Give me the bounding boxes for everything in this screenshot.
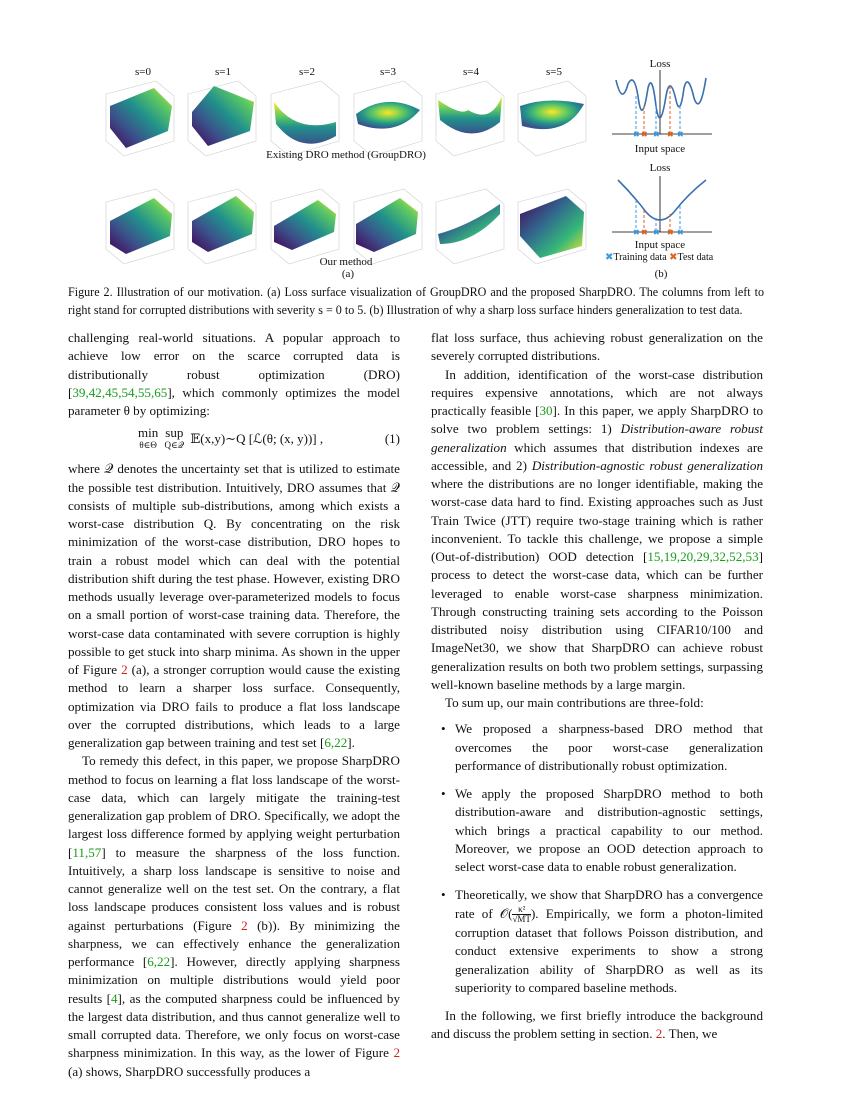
loss-label-top: Loss [649, 58, 671, 70]
row-label-groupdro: Existing DRO method (GroupDRO) [266, 149, 426, 161]
svg-text:✖: ✖ [633, 130, 640, 139]
surface-bottom-s0 [110, 198, 172, 254]
svg-text:✖: ✖ [653, 228, 660, 237]
citation-link[interactable]: 4 [111, 990, 118, 1006]
left-column [68, 329, 400, 1081]
severity-label-3: s=3 [380, 66, 396, 78]
legend [605, 252, 725, 263]
bullet-icon: • [441, 786, 446, 801]
loss-label-bottom: Loss [649, 162, 671, 174]
loss-surface-plots [96, 76, 606, 266]
left-paragraph-3: To remedy this defect, in this paper, we propose SharpDRO method to focus on learning a flat loss landscape of the worst-case data, which can largely mitigate the training-test generalization gap problem of DRO. Specifically, we adopt the largest loss difference formed by applying weight perturbation [11,57] to measure the sharpness of the loss function. Intuitively, a sharp loss landscape is sensitive to noise and cannot generalize well on the test set. On the contrary, a flat loss landscape produces consistent loss values and is robust against perturbations (Figure 2 (b)). By minimizing the sharpness, we can effectively enhance the generalization performance [6,22]. However, directly applying sharpness minimization on multiple distributions would yield poor results [4], as the computed sharpness could be influenced by the largest data distribution, and thus cannot generalize well to small corrupted data. Therefore, we only focus on worst-case sharpness minimization. In this way, as the lower of Figure 2 (a) shows, SharpDRO successfully produces a [68, 753, 400, 1079]
surface-bottom-s4 [438, 204, 500, 244]
citation-link[interactable]: 6,22 [147, 954, 171, 969]
contribution-list [431, 720, 763, 997]
figure-ref-link[interactable]: 2 [121, 662, 128, 677]
panel-a-label: (a) [341, 268, 355, 280]
surface-bottom-s5 [520, 196, 584, 258]
severity-label-4: s=4 [463, 66, 479, 78]
surface-top-s4 [438, 96, 502, 134]
input-space-label-top: Input space [634, 143, 686, 155]
input-space-label-bottom: Input space [634, 239, 686, 251]
svg-text:✖: ✖ [641, 130, 648, 139]
right-column [431, 329, 763, 1044]
citation-link[interactable]: 39,42,45,54,55,65 [72, 384, 168, 400]
left-paragraph-2: where 𝒬 denotes the uncertainty set that is utilized to estimate the possible test distribution. Intuitively, DRO assumes that 𝒬 consists of multiple sub-distributions, among which exists a worst-case distribution Q. By concentrating on the risk minimization of the worst-case distribution, DRO hopes to train a robust model which can deal with the potential distribution shift during the test phase. However, existing DRO methods usually leverage over-parameterized models to focus on a small portion of worst-case training data. Therefore, the worst-case data contaminated with severe corruption is highly possible to get stuck into sharp minima. As shown in the upper of Figure 2 (a), a stronger corruption would cause the existing method to learn a sharper loss surface. Consequently, optimization via DRO fails to produce a flat loss landscape over the corrupted distributions, which leads to a large generalization gap between training and test set [6,22]. [68, 461, 401, 750]
surface-top-s3 [356, 102, 420, 129]
severity-label-5: s=5 [546, 66, 562, 78]
surface-bottom-s2 [274, 200, 336, 250]
legend-test: Test data [677, 252, 714, 263]
figure-ref-link[interactable]: 2 [241, 917, 248, 933]
citation-link[interactable]: 30 [539, 403, 553, 418]
section-ref-link[interactable]: 2 [655, 1026, 663, 1042]
svg-text:✖: ✖ [641, 228, 648, 237]
right-paragraph-1: flat loss surface, thus achieving robust generalization on the severely corrupted distributions. [431, 330, 763, 364]
list-item: • We proposed a sharpness-based DRO method that overcomes the poor worst-case generalization performance of distributionally robust optimization. [441, 721, 763, 773]
bullet-icon: • [441, 721, 446, 737]
equation-1 [68, 422, 400, 456]
test-marker-icon: ✖ [669, 252, 678, 263]
surface-top-s0 [110, 88, 172, 148]
surface-top-s5 [520, 100, 584, 129]
training-marker-icon: ✖ [605, 252, 614, 263]
svg-text:✖: ✖ [653, 130, 660, 139]
left-paragraph-1: challenging real-world situations. A popular approach to achieve low error on the scarce corrupted data is distributionally robust optimization (DRO) [39,42,45,54,55,65], which commonly optimizes the model parameter θ by optimizing: [68, 330, 400, 418]
citation-link[interactable]: 6,22 [324, 735, 348, 750]
flat-loss-diagram [606, 172, 716, 242]
right-paragraph-4: In the following, we first briefly introduce the background and discuss the problem setting in section. 2. Then, we [431, 1008, 763, 1042]
right-paragraph-3: To sum up, our main contributions are three-fold: [445, 695, 704, 710]
svg-text:✖: ✖ [677, 130, 684, 139]
list-item: • Theoretically, we show that SharpDRO has a convergence rate of 𝒪( $\frac{\text{κ²}}{√MT}$ ). Empirically, we form a photon-limited corruption dataset that follows Poisson distribution, and conduct extensive experiments to show a strong generalization ability of SharpDRO as well as its superiority to compared baseline methods. [441, 887, 763, 995]
citation-link[interactable]: 11,57 [72, 844, 102, 860]
severity-label-0: s=0 [135, 66, 151, 78]
row-label-our-method: Our method [319, 256, 373, 268]
figure-ref-link[interactable]: 2 [393, 1045, 400, 1061]
svg-text:✖: ✖ [633, 228, 640, 237]
severity-label-1: s=1 [215, 66, 231, 78]
equation-number: (1) [384, 431, 400, 447]
sharp-loss-diagram [606, 66, 716, 146]
surface-bottom-s1 [192, 196, 254, 252]
legend-training: Training data [613, 252, 667, 263]
equation-body: min θ∈Θ sup Q∈𝒬 𝔼(x,y)∼Q [ℒ(θ; (x, y))] , [138, 425, 324, 451]
figure-caption: Figure 2. Illustration of our motivation. (a) Loss surface visualization of GroupDRO and the proposed SharpDRO. The columns from left to right stand for corrupted distributions with severity s = 0 to 5. (b) Illustration of why a sharp loss surface hinders generalization to test data. [68, 285, 764, 317]
surface-top-s1 [192, 86, 254, 146]
surface-top-s2 [274, 102, 336, 144]
svg-text:✖: ✖ [677, 228, 684, 237]
bullet-icon: • [441, 887, 446, 903]
severity-label-2: s=2 [299, 66, 315, 78]
panel-b-label: (b) [654, 268, 668, 280]
surface-bottom-s3 [356, 198, 418, 252]
citation-link[interactable]: 15,19,20,29,32,52,53 [647, 549, 759, 564]
svg-text:✖: ✖ [667, 130, 674, 139]
list-item: • We apply the proposed SharpDRO method to both distribution-aware and distribution-agnostic settings, which brings a practical capability to our method. Moreover, we propose an OOD detection approach to select worst-case data to enable robust generalization. [441, 786, 763, 874]
right-paragraph-2: In addition, identification of the worst-case distribution requires expensive annotations, which are not always practically feasible [30]. In this paper, we apply SharpDRO to solve two problem settings: 1) Distribution-aware robust generalization which assumes that distribution indexes are accessible, and 2) Distribution-agnostic robust generalization where the distributions are no longer identifiable, making the worst-case data hard to find. Existing approaches such as Just Train Twice (JTT) require two-stage training which is rather inconvenient. To tackle this challenge, we propose a simple (Out-of-distribution) OOD detection [15,19,20,29,32,52,53] process to detect the worst-case data, which can be further leveraged to enable worst-case sharpness minimization. Through constructing training sets according to the Poisson distributed noisy distribution using CIFAR10/100 and ImageNet30, we show that SharpDRO can achieve robust generalization results on both two problem settings, surpassing well-known baseline methods by a large margin. [431, 366, 763, 692]
svg-text:✖: ✖ [667, 228, 674, 237]
